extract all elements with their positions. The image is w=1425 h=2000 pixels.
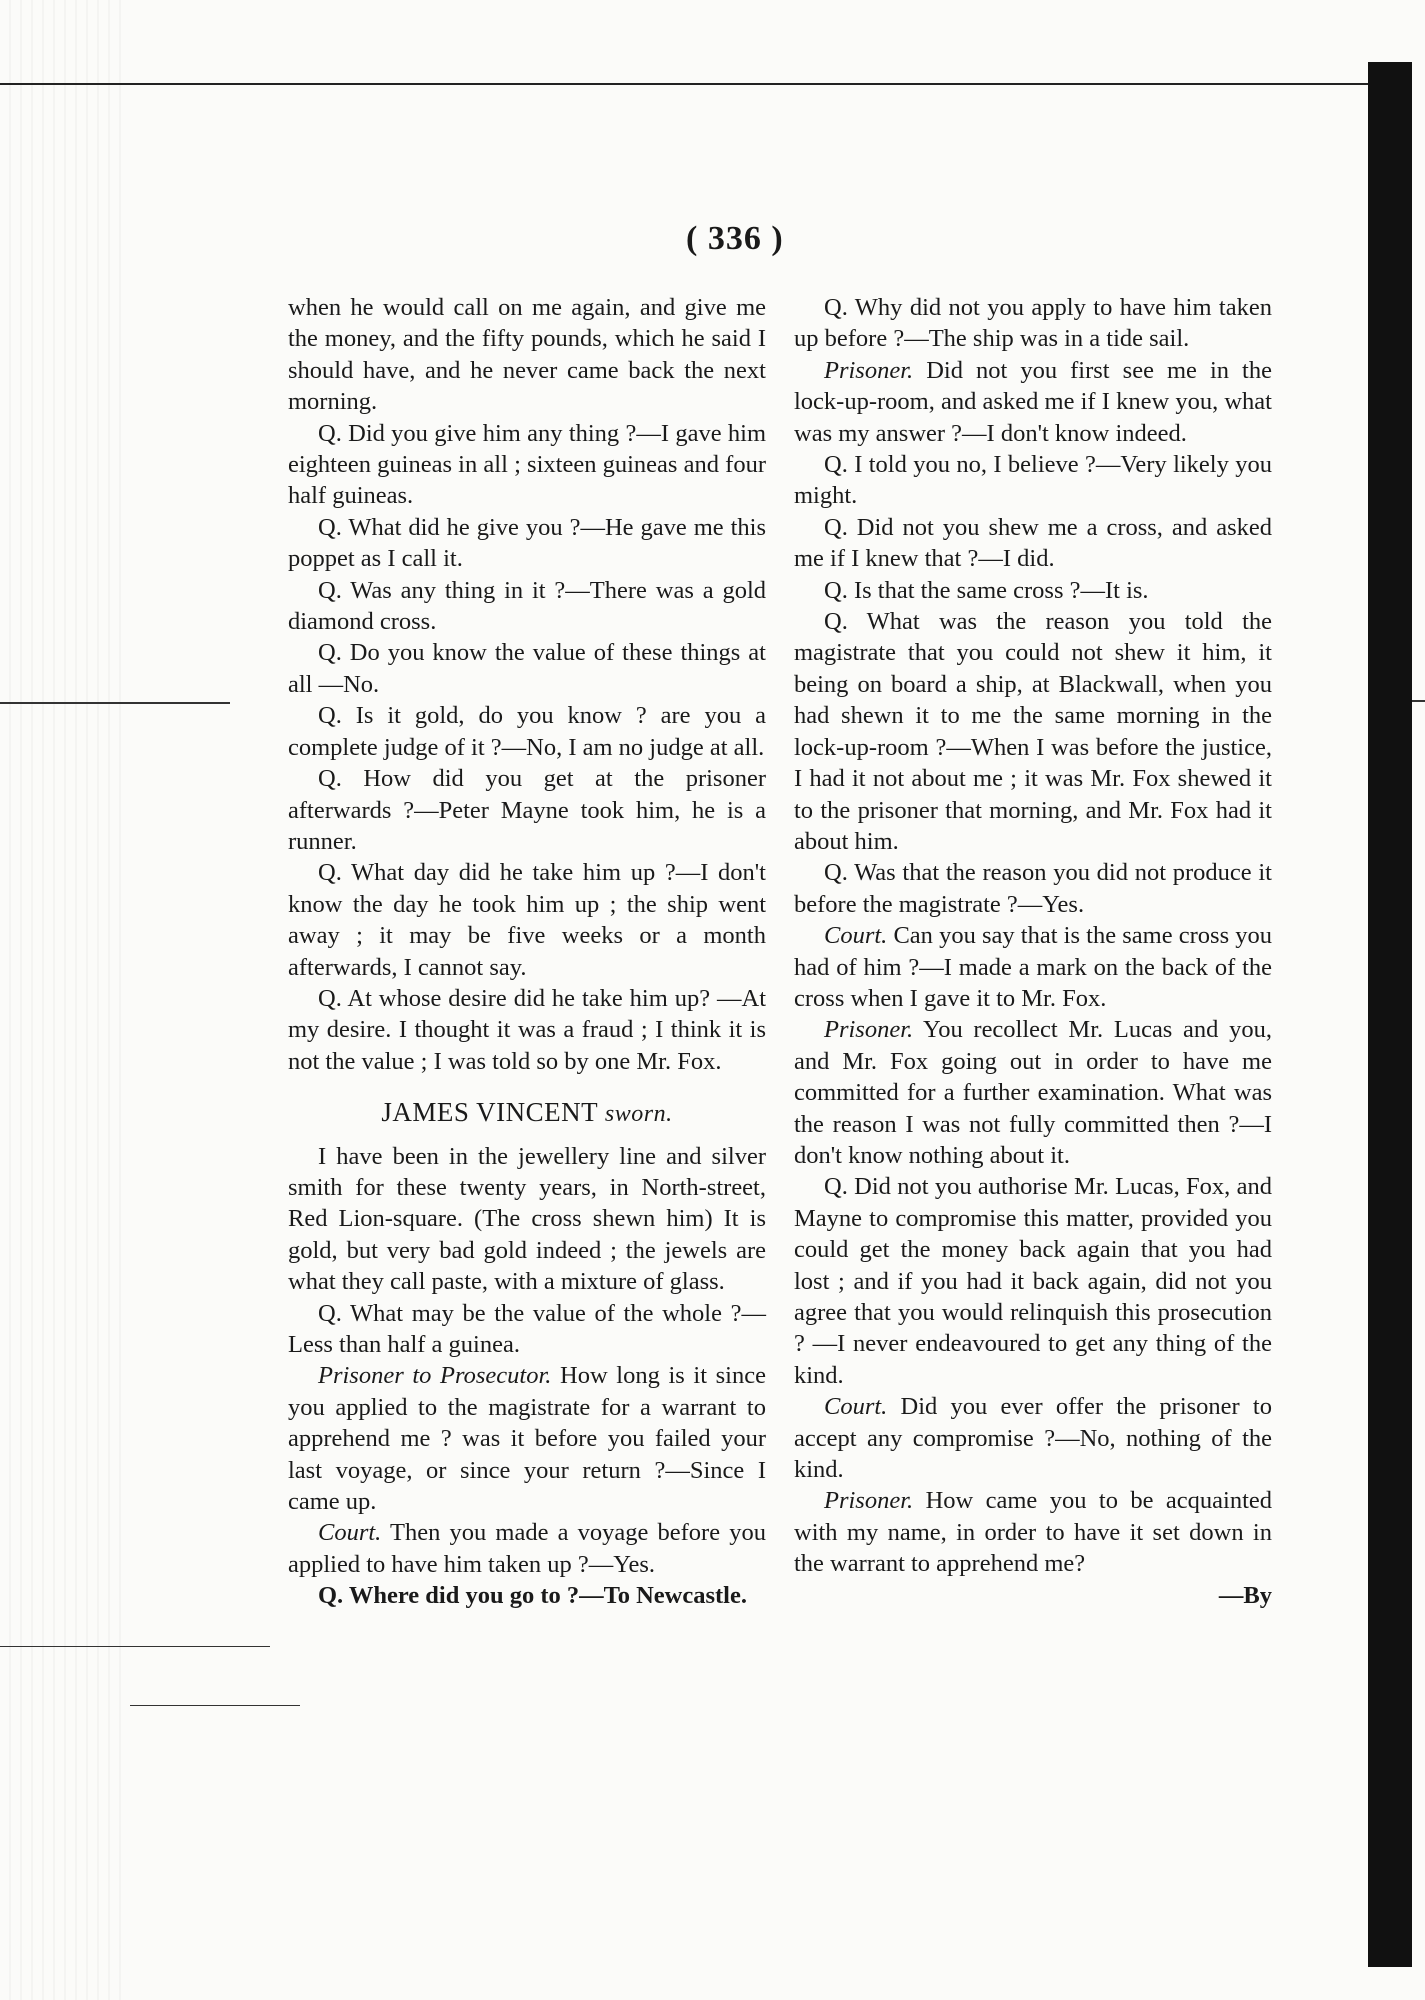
paragraph <box>794 355 1272 449</box>
top-rule <box>0 83 1370 85</box>
witness-heading <box>288 1097 766 1130</box>
witness-name: JAMES VINCENT <box>381 1097 598 1128</box>
paragraph: Q. What was the reason you told the magistrate that you could not shew it him, it being on board a ship, at Blackwall, when you had shewn it to me the same morning in the lock-up-room ?—When I was before the justice, I had it not about me ; it was Mr. Fox shewed it to the prisoner that morning, and Mr. Fox had it about him. <box>794 608 1272 855</box>
paragraph-text: You recollect Mr. Lucas and you, and Mr. Fox going out in order to have me committed for a further examination. What was the reason I was not fully committed then ?—I don't know nothing about it. <box>794 1016 1272 1169</box>
paragraph-text: How long is it since you applied to the magistrate for a warrant to apprehend me ? was it before you failed your last voyage, or since your return ?—Since I came up. <box>288 1362 766 1516</box>
paragraph <box>288 1517 766 1580</box>
paragraph-text: Did not you first see me in the lock-up-room, and asked me if I knew you, what was my answer ?—I don't know indeed. <box>794 356 1272 447</box>
speaker-label: Court. <box>824 922 888 950</box>
speaker-label: Prisoner. <box>824 1487 914 1515</box>
scan-binding-shadow <box>1368 62 1412 1967</box>
speaker-label: Court. <box>318 1519 382 1547</box>
paragraph <box>794 920 1272 1014</box>
paragraph: Q. Did not you authorise Mr. Lucas, Fox, and Mayne to compromise this matter, provided you could get the money back again that you had lost ; and if you had it back again, did not you agree that you would relinquish this prosecution ? —I never endeavoured to get any thing of the kind. <box>794 1173 1272 1389</box>
paragraph: Q. I told you no, I believe ?—Very likely you might. <box>794 451 1272 510</box>
paragraph <box>794 1485 1272 1579</box>
paragraph: Q. What day did he take him up ?—I don't know the day he took him up ; the ship went away ; it may be five weeks or a month afterwards, I cannot say. <box>288 859 766 981</box>
right-column <box>794 292 1272 1611</box>
catchword: —By <box>1218 1581 1272 1609</box>
speaker-label: Prisoner. <box>824 1016 914 1044</box>
paragraph: Q. What may be the value of the whole ?—Less than half a guinea. <box>288 1299 766 1358</box>
scan-margin-noise <box>0 0 130 2000</box>
paragraph: Q. Why did not you apply to have him taken up before ?—The ship was in a tide sail. <box>794 294 1272 353</box>
paragraph <box>794 1014 1272 1171</box>
paragraph: Q. Is it gold, do you know ? are you a complete judge of it ?—No, I am no judge at all. <box>288 702 766 761</box>
witness-sworn: sworn. <box>604 1101 673 1128</box>
speaker-label: Prisoner. <box>824 356 914 384</box>
paragraph-text: Can you say that is the same cross you had of him ?—I made a mark on the back of the cross when I gave it to Mr. Fox. <box>794 922 1272 1012</box>
paragraph-text: How came you to be acquainted with my name, in order to have it set down in the warrant to apprehend me? <box>794 1487 1272 1578</box>
paragraph: Q. Did not you shew me a cross, and asked me if I knew that ?—I did. <box>794 513 1272 573</box>
paragraph: Q. What did he give you ?—He gave me this poppet as I call it. <box>288 513 766 573</box>
page-number: ( 336 ) <box>686 220 784 257</box>
speaker-label: Prisoner to Prosecutor. <box>318 1362 552 1390</box>
speaker-label: Court. <box>824 1393 888 1421</box>
left-margin-rule <box>130 1705 300 1706</box>
paragraph: when he would call on me again, and give me the money, and the fifty pounds, which he said I should have, and he never came back the next morning. <box>288 294 766 416</box>
paragraph: Q. Was any thing in it ?—There was a gold diamond cross. <box>288 576 766 636</box>
paragraph: Q. Where did you go to ?—To Newcastle. <box>318 1582 747 1610</box>
paragraph: Q. At whose desire did he take him up? —At my desire. I thought it was a fraud ; I think it is not the value ; I was told so by one Mr. Fox. <box>288 984 766 1075</box>
paragraph: Q. Do you know the value of these things at all —No. <box>288 639 766 698</box>
paragraph: Q. Did you give him any thing ?—I gave him eighteen guineas in all ; sixteen guineas and four half guineas. <box>288 419 766 510</box>
paragraph: I have been in the jewellery line and silver smith for these twenty years, in North-street, Red Lion-square. (The cross shewn him) It is gold, but very bad gold indeed ; the jewels are what they call paste, with a mixture of glass. <box>288 1142 766 1296</box>
paragraph: Q. Was that the reason you did not produce it before the magistrate ?—Yes. <box>794 859 1272 918</box>
paragraph <box>288 1360 766 1517</box>
paragraph <box>794 1391 1272 1485</box>
left-margin-rule <box>0 1646 270 1647</box>
left-margin-rule <box>0 702 230 704</box>
left-column <box>288 292 766 1612</box>
paragraph-text: Did you ever offer the prisoner to accept any compromise ?—No, nothing of the kind. <box>794 1393 1272 1484</box>
paragraph-text: Then you made a voyage before you applied to have him taken up ?—Yes. <box>288 1519 766 1578</box>
paragraph: Q. Is that the same cross ?—It is. <box>824 576 1149 604</box>
paragraph: Q. How did you get at the prisoner afterwards ?—Peter Mayne took him, he is a runner. <box>288 765 766 855</box>
